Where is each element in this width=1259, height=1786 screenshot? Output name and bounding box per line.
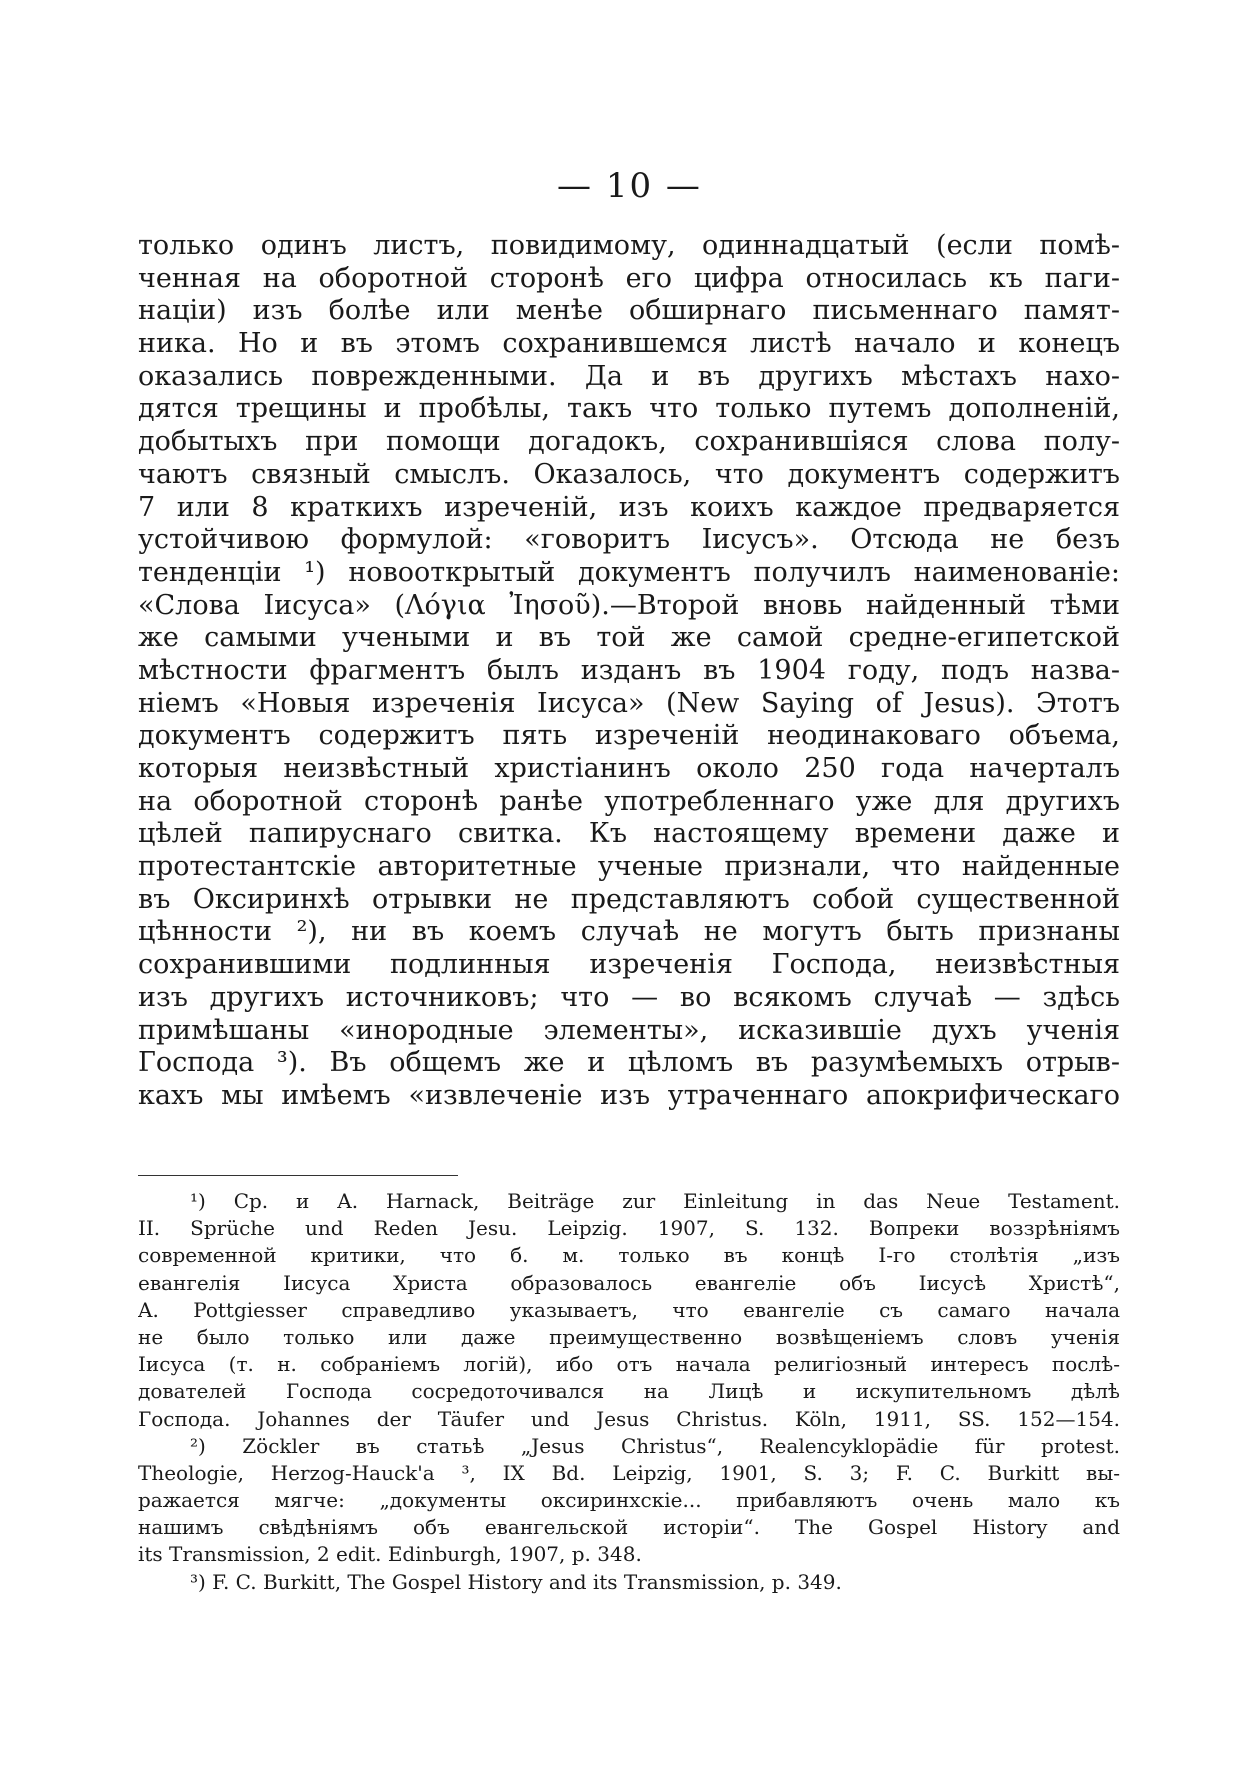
text-line: 7 или 8 краткихъ изреченій, изъ коихъ каждое предваряется [138, 491, 1120, 523]
text-line: которыя неизвѣстный христіанинъ около 250 года начерталъ [138, 753, 1120, 784]
text-line: цѣнности ²), ни въ коемъ случаѣ не могутъ быть признаны [138, 916, 1120, 948]
footnote-line: ражается мягче: „документы оксиринхскіе... прибавляютъ очень мало къ [138, 1488, 1120, 1513]
text-line: примѣшаны «инородные элементы», исказившіе духъ ученія [138, 1014, 1120, 1046]
text-line: чаютъ связный смыслъ. Оказалось, что документъ содержитъ [138, 458, 1120, 490]
footnote-line: современной критики, что б. м. только въ концѣ I-го столѣтія „изъ [138, 1243, 1120, 1268]
text-line: добытыхъ при помощи догадокъ, сохранившіяся слова полу- [138, 426, 1120, 458]
text-line: въ Оксиринхѣ отрывки не представляютъ собой существенной [138, 883, 1120, 915]
footnote-line: its Transmission, 2 edit. Edinburgh, 1907, p. 348. [138, 1542, 642, 1567]
footnote-divider [138, 1175, 458, 1176]
text-line: «Слова Іисуса» (Λόγια Ἰησοῦ).—Второй вновь найденный тѣми [138, 589, 1120, 621]
text-line: ника. Но и въ этомъ сохранившемся листѣ начало и конецъ [138, 328, 1120, 360]
page-number: — 10 — [557, 166, 702, 206]
text-line: протестантскіе авторитетные ученые признали, что найденные [138, 851, 1120, 883]
text-line: устойчивою формулой: «говоритъ Іисусъ». Отсюда не безъ [138, 524, 1120, 556]
text-line: націи) изъ болѣе или менѣе обширнаго письменнаго памят- [138, 295, 1120, 327]
text-line: же самыми учеными и въ той же самой средне-египетской [138, 622, 1120, 654]
footnote-line: Іисуса (т. н. собраніемъ логій), ибо отъ начала религіозный интересъ послѣ- [138, 1352, 1120, 1377]
footnote-line: Господа. Johannes der Täufer und Jesus Christus. Köln, 1911, SS. 152—154. [138, 1406, 1120, 1431]
main-text [138, 230, 1120, 1113]
footnote-line: евангелія Іисуса Христа образовалось евангеліе объ Іисусѣ Христѣ“, [138, 1270, 1120, 1295]
text-line: тенденціи ¹) новооткрытый документъ получилъ наименованіе: [138, 556, 1120, 588]
text-line: сохранившими подлинныя изреченія Господа, неизвѣстныя [138, 949, 1120, 981]
footnote-line: не было только или даже преимущественно возвѣщеніемъ словъ ученія [138, 1324, 1120, 1349]
footnote-line: ²) Zöckler въ статьѣ „Jesus Christus“, Realencyklopädie für protest. [190, 1433, 1120, 1458]
footnote-line: дователей Господа сосредоточивался на Лицѣ и искупительномъ дѣлѣ [138, 1379, 1120, 1404]
footnote-line: ¹) Ср. и A. Harnack, Beiträge zur Einleitung in das Neue Testament. [190, 1189, 1120, 1213]
text-line: на оборотной сторонѣ ранѣе употребленнаго уже для другихъ [138, 785, 1120, 817]
text-line: кахъ мы имѣемъ «извлеченіе изъ утраченнаго апокрифическаго [138, 1079, 1120, 1111]
footnote-line: II. Sprüche und Reden Jesu. Leipzig. 1907, S. 132. Вопреки воззрѣніямъ [138, 1216, 1120, 1241]
footnote-line: нашимъ свѣдѣніямъ объ евангельской исторіи“. The Gospel History and [138, 1515, 1120, 1540]
text-line: ніемъ «Новыя изреченія Іисуса» (New Saying of Jesus). Этотъ [138, 687, 1120, 719]
text-line: изъ другихъ источниковъ; что — во всякомъ случаѣ — здѣсь [138, 981, 1120, 1013]
footnote-line: ³) F. C. Burkitt, The Gospel History and its Transmission, p. 349. [190, 1569, 842, 1594]
text-line: мѣстности фрагментъ былъ изданъ въ 1904 году, подъ назва- [138, 654, 1120, 686]
footnote-line: A. Pottgiesser справедливо указываетъ, что евангеліе съ самаго начала [138, 1297, 1120, 1322]
text-line: ченная на оборотной сторонѣ его цифра относилась къ паги- [138, 262, 1120, 294]
footnotes [138, 1188, 1120, 1596]
footnote-line: Theologie, Herzog-Hauck'a ³, IX Bd. Leipzig, 1901, S. 3; F. C. Burkitt вы- [138, 1460, 1120, 1485]
text-line: дятся трещины и пробѣлы, такъ что только путемъ дополненій, [138, 393, 1120, 425]
text-line: только одинъ листъ, повидимому, одиннадцатый (если помѣ- [138, 230, 1120, 261]
text-line: цѣлей папируснаго свитка. Къ настоящему времени даже и [138, 818, 1120, 850]
text-line: Господа ³). Въ общемъ же и цѣломъ въ разумѣемыхъ отрыв- [138, 1047, 1120, 1079]
text-line: документъ содержитъ пять изреченій неодинаковаго объема, [138, 720, 1120, 752]
text-line: оказались поврежденными. Да и въ другихъ мѣстахъ нахо- [138, 360, 1120, 392]
